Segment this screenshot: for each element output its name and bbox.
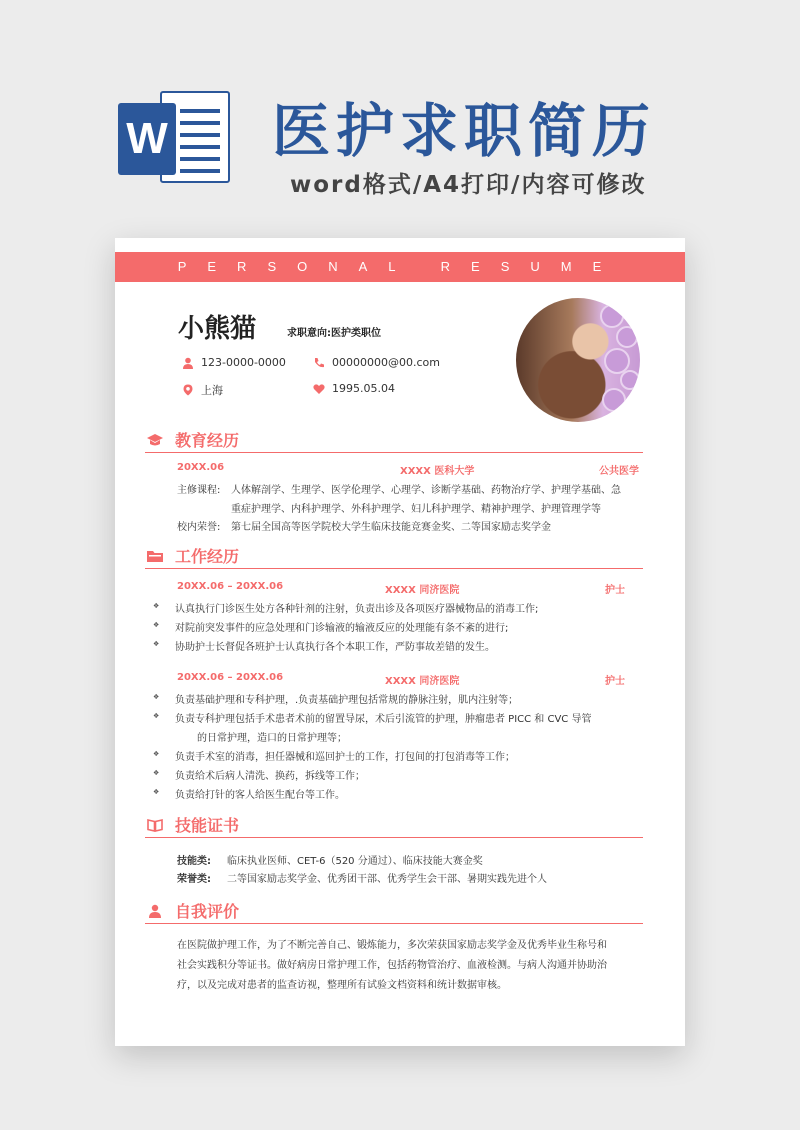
birthday-info bbox=[313, 382, 395, 395]
section-skills bbox=[145, 813, 643, 838]
section-work bbox=[145, 544, 643, 569]
list-item: ❖ 协助护士长督促各班护士认真执行各个本职工作，严防事故差错的发生。 bbox=[175, 638, 495, 653]
phone-icon bbox=[313, 357, 325, 369]
courses-line-1: 人体解剖学、生理学、医学伦理学、心理学、诊断学基础、药物治疗学、护理学基础、急 bbox=[231, 485, 621, 496]
skill-text: 临床执业医师、CET-6（520 分通过）、临床技能大赛金奖 bbox=[227, 856, 483, 867]
job2-role: 护士 bbox=[605, 676, 625, 687]
list-item-continuation: 的日常护理，造口的日常护理等； bbox=[197, 733, 347, 744]
job2-date: 20XX.06 – 20XX.06 bbox=[177, 672, 284, 683]
promo-header bbox=[0, 0, 800, 240]
list-item: ❖ 负责给术后病人清洗、换药，拆线等工作； bbox=[175, 767, 365, 782]
birthday: 1995.05.04 bbox=[332, 382, 395, 395]
courses-label: 主修课程: bbox=[177, 485, 221, 496]
list-item: ❖ 负责基础护理和专科护理，.负责基础护理包括常规的静脉注射，肌内注射等； bbox=[175, 691, 518, 706]
person-icon bbox=[182, 357, 194, 369]
book-icon bbox=[147, 818, 163, 832]
self-eval-text bbox=[177, 936, 647, 996]
job1-org: XXXX 同济医院 bbox=[385, 585, 460, 596]
promo-title: 医护求职简历 bbox=[272, 97, 657, 165]
list-item: ❖ 对院前突发事件的应急处理和门诊输液的输液反应的处理能有条不紊的进行; bbox=[175, 619, 508, 634]
section-title: 教育经历 bbox=[175, 431, 240, 450]
honor-text: 二等国家励志奖学金、优秀团干部、优秀学生会干部、暑期实践先进个人 bbox=[227, 874, 547, 885]
graduation-cap-icon bbox=[147, 433, 163, 447]
job2-org: XXXX 同济医院 bbox=[385, 676, 460, 687]
section-education bbox=[145, 428, 643, 453]
email-address: 00000000@00.com bbox=[332, 356, 440, 369]
resume-banner: PERSONAL RESUME bbox=[115, 252, 685, 282]
list-item: ❖ 负责专科护理包括手术患者术前的留置导尿，术后引流管的护理，肿瘤患者 PICC 和 CVC 导管 bbox=[175, 710, 591, 725]
education-school: XXXX 医科大学 bbox=[400, 466, 475, 477]
folder-icon bbox=[147, 549, 163, 563]
promo-subtitle: word格式/A4打印/内容可修改 bbox=[290, 172, 647, 198]
section-title: 自我评价 bbox=[175, 902, 240, 921]
honors-text: 第七届全国高等医学院校大学生临床技能竞赛金奖、二等国家励志奖学金 bbox=[231, 522, 551, 533]
honor-label: 荣誉类: bbox=[177, 874, 211, 885]
phone-number: 123-0000-0000 bbox=[201, 356, 286, 369]
list-item: ❖ 负责给打针的客人给医生配台等工作。 bbox=[175, 786, 345, 801]
word-logo-letter: W bbox=[118, 103, 176, 175]
word-logo-icon bbox=[118, 85, 230, 197]
profile-photo bbox=[516, 298, 640, 422]
courses-line-2: 重症护理学、内科护理学、外科护理学、妇儿科护理学、精神护理学、护理管理学等 bbox=[231, 504, 601, 515]
section-title: 技能证书 bbox=[175, 816, 240, 835]
education-major: 公共医学 bbox=[599, 466, 639, 477]
location-info bbox=[182, 382, 223, 398]
phone-info bbox=[182, 356, 286, 369]
resume-page bbox=[115, 238, 685, 1046]
job1-role: 护士 bbox=[605, 585, 625, 596]
location-pin-icon bbox=[182, 384, 194, 396]
list-item: ❖ 负责手术室的消毒，担任器械和巡回护士的工作，打包间的打包消毒等工作； bbox=[175, 748, 515, 763]
honors-label: 校内荣誉: bbox=[177, 522, 221, 533]
person-icon bbox=[147, 904, 163, 918]
email-info bbox=[313, 356, 440, 369]
self-eval-line: 疗，以及完成对患者的监查访视，整理所有试验文档资料和统计数据审核。 bbox=[177, 980, 507, 991]
location: 上海 bbox=[201, 384, 223, 397]
list-item: ❖ 认真执行门诊医生处方各种针剂的注射，负责出诊及各项医疗器械物品的消毒工作; bbox=[175, 600, 538, 615]
job1-date: 20XX.06 – 20XX.06 bbox=[177, 581, 284, 592]
section-title: 工作经历 bbox=[175, 547, 240, 566]
education-date: 20XX.06 bbox=[177, 462, 225, 473]
section-self-eval bbox=[145, 899, 643, 924]
skill-label: 技能类: bbox=[177, 856, 211, 867]
job-objective: 求职意向:医护类职位 bbox=[287, 328, 381, 339]
self-eval-line: 在医院做护理工作，为了不断完善自己、锻炼能力，多次荣获国家励志奖学金及优秀毕业生称号和 bbox=[177, 940, 607, 951]
self-eval-line: 社会实践积分等证书。做好病房日常护理工作，包括药物管治疗、血液检测。与病人沟通并协助治 bbox=[177, 960, 607, 971]
candidate-name: 小熊猫 bbox=[178, 314, 257, 344]
heart-icon bbox=[313, 383, 325, 395]
